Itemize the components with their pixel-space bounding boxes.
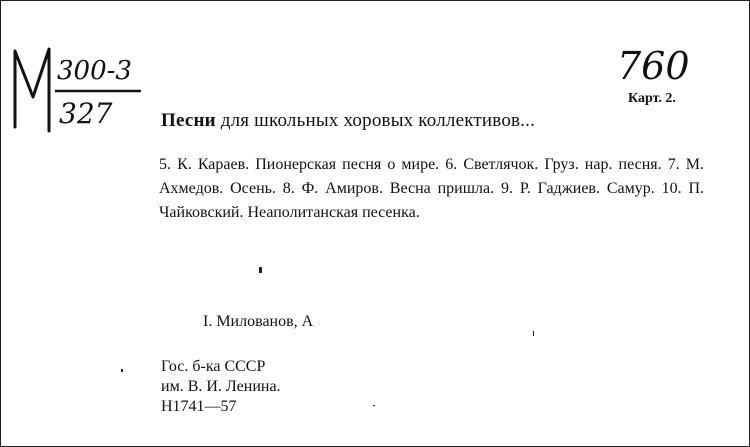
document-title [161,110,535,132]
catalog-number: 760 [617,44,690,88]
title-bold: Песни [161,110,216,131]
scan-speck [259,267,262,273]
card-number: Карт. 2. [628,91,676,106]
library-line-1: Гос. б-ка СССР [161,358,266,375]
library-line-2: им. В. И. Ленина. [161,378,281,395]
added-entry: I. Милованов, А [203,313,314,330]
contents-paragraph: 5. К. Караев. Пионерская песня о мире. 6. Светлячок. Груз. нар. песня. 7. М. Ахмедов. Осень. 8. Ф. Амиров. Весна пришла. 9. Р. Гаджиев. Самур. 10. П. Чайковский. Неаполитанская песенка. [159,156,704,221]
scan-speck [373,405,375,406]
call-number-bottom: 327 [59,97,113,130]
handwritten-catalog-number [613,37,713,89]
scan-speck [533,331,534,336]
handwritten-call-number [9,39,149,139]
call-number-top: 300-3 [57,56,132,86]
library-stamp [161,357,281,417]
title-rest: для школьных хоровых коллективов... [215,110,536,131]
scan-speck [121,369,123,372]
library-line-3: Н1741—57 [161,398,237,415]
